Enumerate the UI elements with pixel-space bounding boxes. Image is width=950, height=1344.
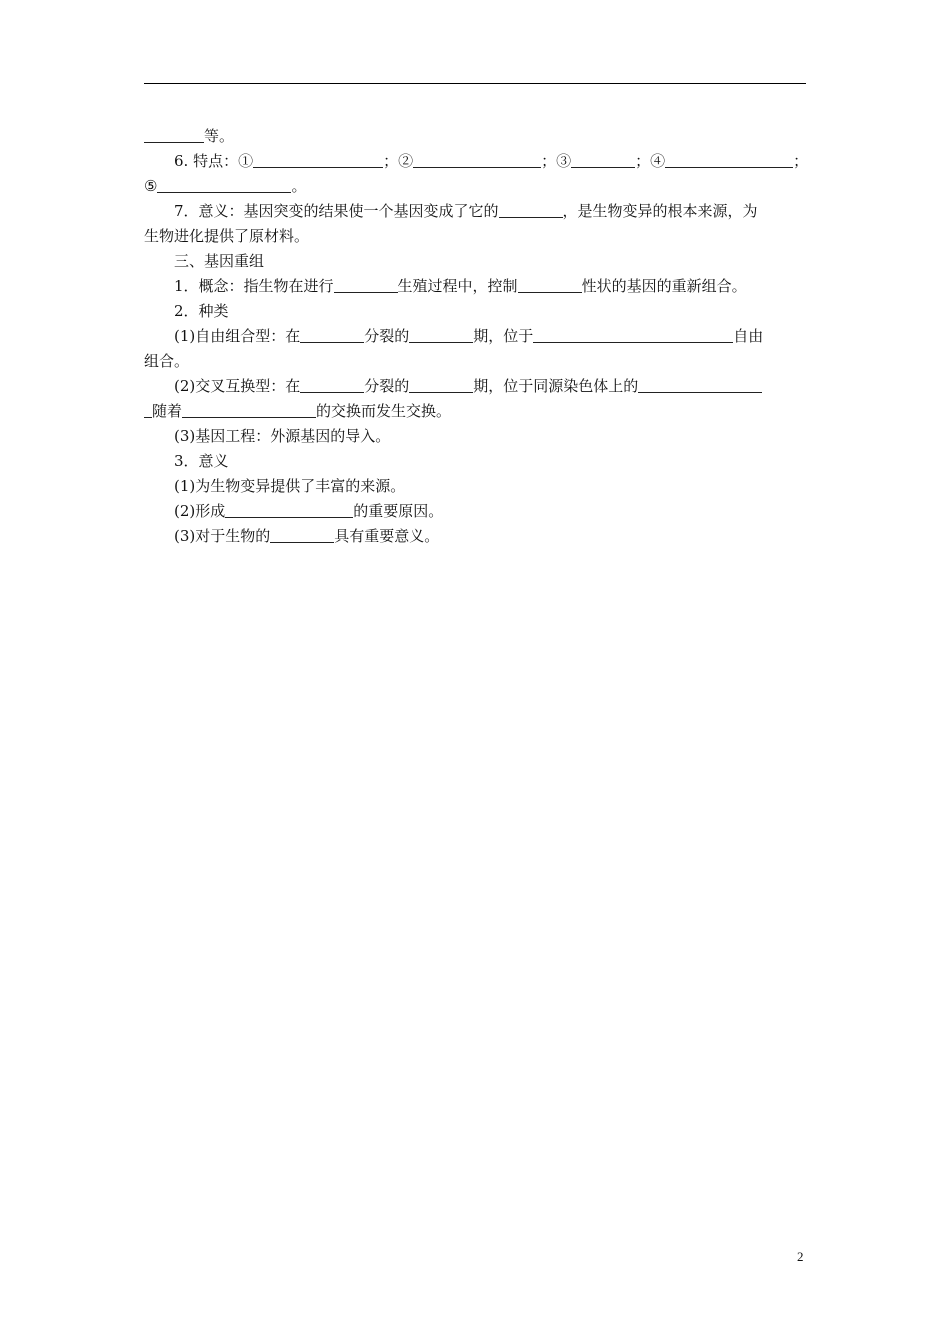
answer-blank[interactable] <box>533 326 733 343</box>
line-text: (2)形成 <box>174 502 226 520</box>
answer-blank[interactable] <box>665 151 793 168</box>
text-line <box>144 449 806 474</box>
line-text: 6. 特点：① <box>174 152 254 170</box>
line-text: 性状的基因的重新组合。 <box>581 277 747 295</box>
answer-blank[interactable] <box>409 326 473 343</box>
line-text: ⑤ <box>144 177 158 195</box>
section-heading <box>144 249 806 274</box>
answer-blank[interactable] <box>225 501 353 518</box>
answer-blank[interactable] <box>638 376 762 393</box>
answer-blank[interactable] <box>409 376 473 393</box>
line-text: 随着 <box>152 402 183 420</box>
line-text: 1．概念：指生物在进行 <box>174 277 334 295</box>
line-text: (3)基因工程：外源基因的导入。 <box>174 427 391 445</box>
header-rule <box>144 83 806 84</box>
answer-blank[interactable] <box>144 126 204 143</box>
line-text: 具有重要意义。 <box>334 527 440 545</box>
line-text: 自由 <box>733 327 764 345</box>
answer-blank[interactable] <box>144 401 152 418</box>
line-text: 的重要原因。 <box>353 502 444 520</box>
line-text: 等。 <box>204 127 235 145</box>
text-line <box>144 499 806 524</box>
line-text: 3．意义 <box>174 452 229 470</box>
text-line <box>144 174 806 199</box>
text-line <box>144 349 806 374</box>
line-text: (2)交叉互换型：在 <box>174 377 301 395</box>
answer-blank[interactable] <box>300 326 364 343</box>
answer-blank[interactable] <box>300 376 364 393</box>
answer-blank[interactable] <box>571 151 635 168</box>
line-text: 2．种类 <box>174 302 229 320</box>
text-line <box>144 299 806 324</box>
answer-blank[interactable] <box>157 176 291 193</box>
answer-blank[interactable] <box>518 276 582 293</box>
text-line <box>144 374 806 399</box>
line-text: 分裂的 <box>364 377 410 395</box>
line-text: 7．意义：基因突变的结果使一个基因变成了它的 <box>174 202 499 220</box>
text-line <box>144 324 806 349</box>
line-text: 组合。 <box>144 352 190 370</box>
text-line <box>144 424 806 449</box>
line-text: 生殖过程中，控制 <box>397 277 518 295</box>
line-text: ；③ <box>541 152 572 170</box>
text-line <box>144 399 806 424</box>
line-text: ；② <box>383 152 414 170</box>
line-text: 期，位于同源染色体上的 <box>473 377 639 395</box>
text-line <box>144 149 809 174</box>
line-text: ，是生物变异的根本来源，为 <box>562 202 758 220</box>
line-text: (1)自由组合型：在 <box>174 327 301 345</box>
line-text: ；④ <box>635 152 666 170</box>
text-line <box>144 199 806 224</box>
line-text: 的交换而发生交换。 <box>316 402 452 420</box>
text-line <box>144 274 806 299</box>
document-body <box>144 124 809 549</box>
line-text: 。 <box>291 177 307 195</box>
line-text: 三、基因重组 <box>174 252 265 270</box>
text-line <box>144 124 806 149</box>
text-line <box>144 474 806 499</box>
line-text: (1)为生物变异提供了丰富的来源。 <box>174 477 406 495</box>
line-text: 期，位于 <box>473 327 534 345</box>
answer-blank[interactable] <box>499 201 563 218</box>
answer-blank[interactable] <box>334 276 398 293</box>
answer-blank[interactable] <box>413 151 541 168</box>
line-text: ； <box>793 152 809 170</box>
text-line <box>144 524 806 549</box>
line-text: (3)对于生物的 <box>174 527 271 545</box>
line-text: 分裂的 <box>364 327 410 345</box>
answer-blank[interactable] <box>182 401 316 418</box>
answer-blank[interactable] <box>270 526 334 543</box>
answer-blank[interactable] <box>253 151 383 168</box>
text-line <box>144 224 806 249</box>
page-number: 2 <box>797 1249 804 1264</box>
line-text: 生物进化提供了原材料。 <box>144 227 310 245</box>
